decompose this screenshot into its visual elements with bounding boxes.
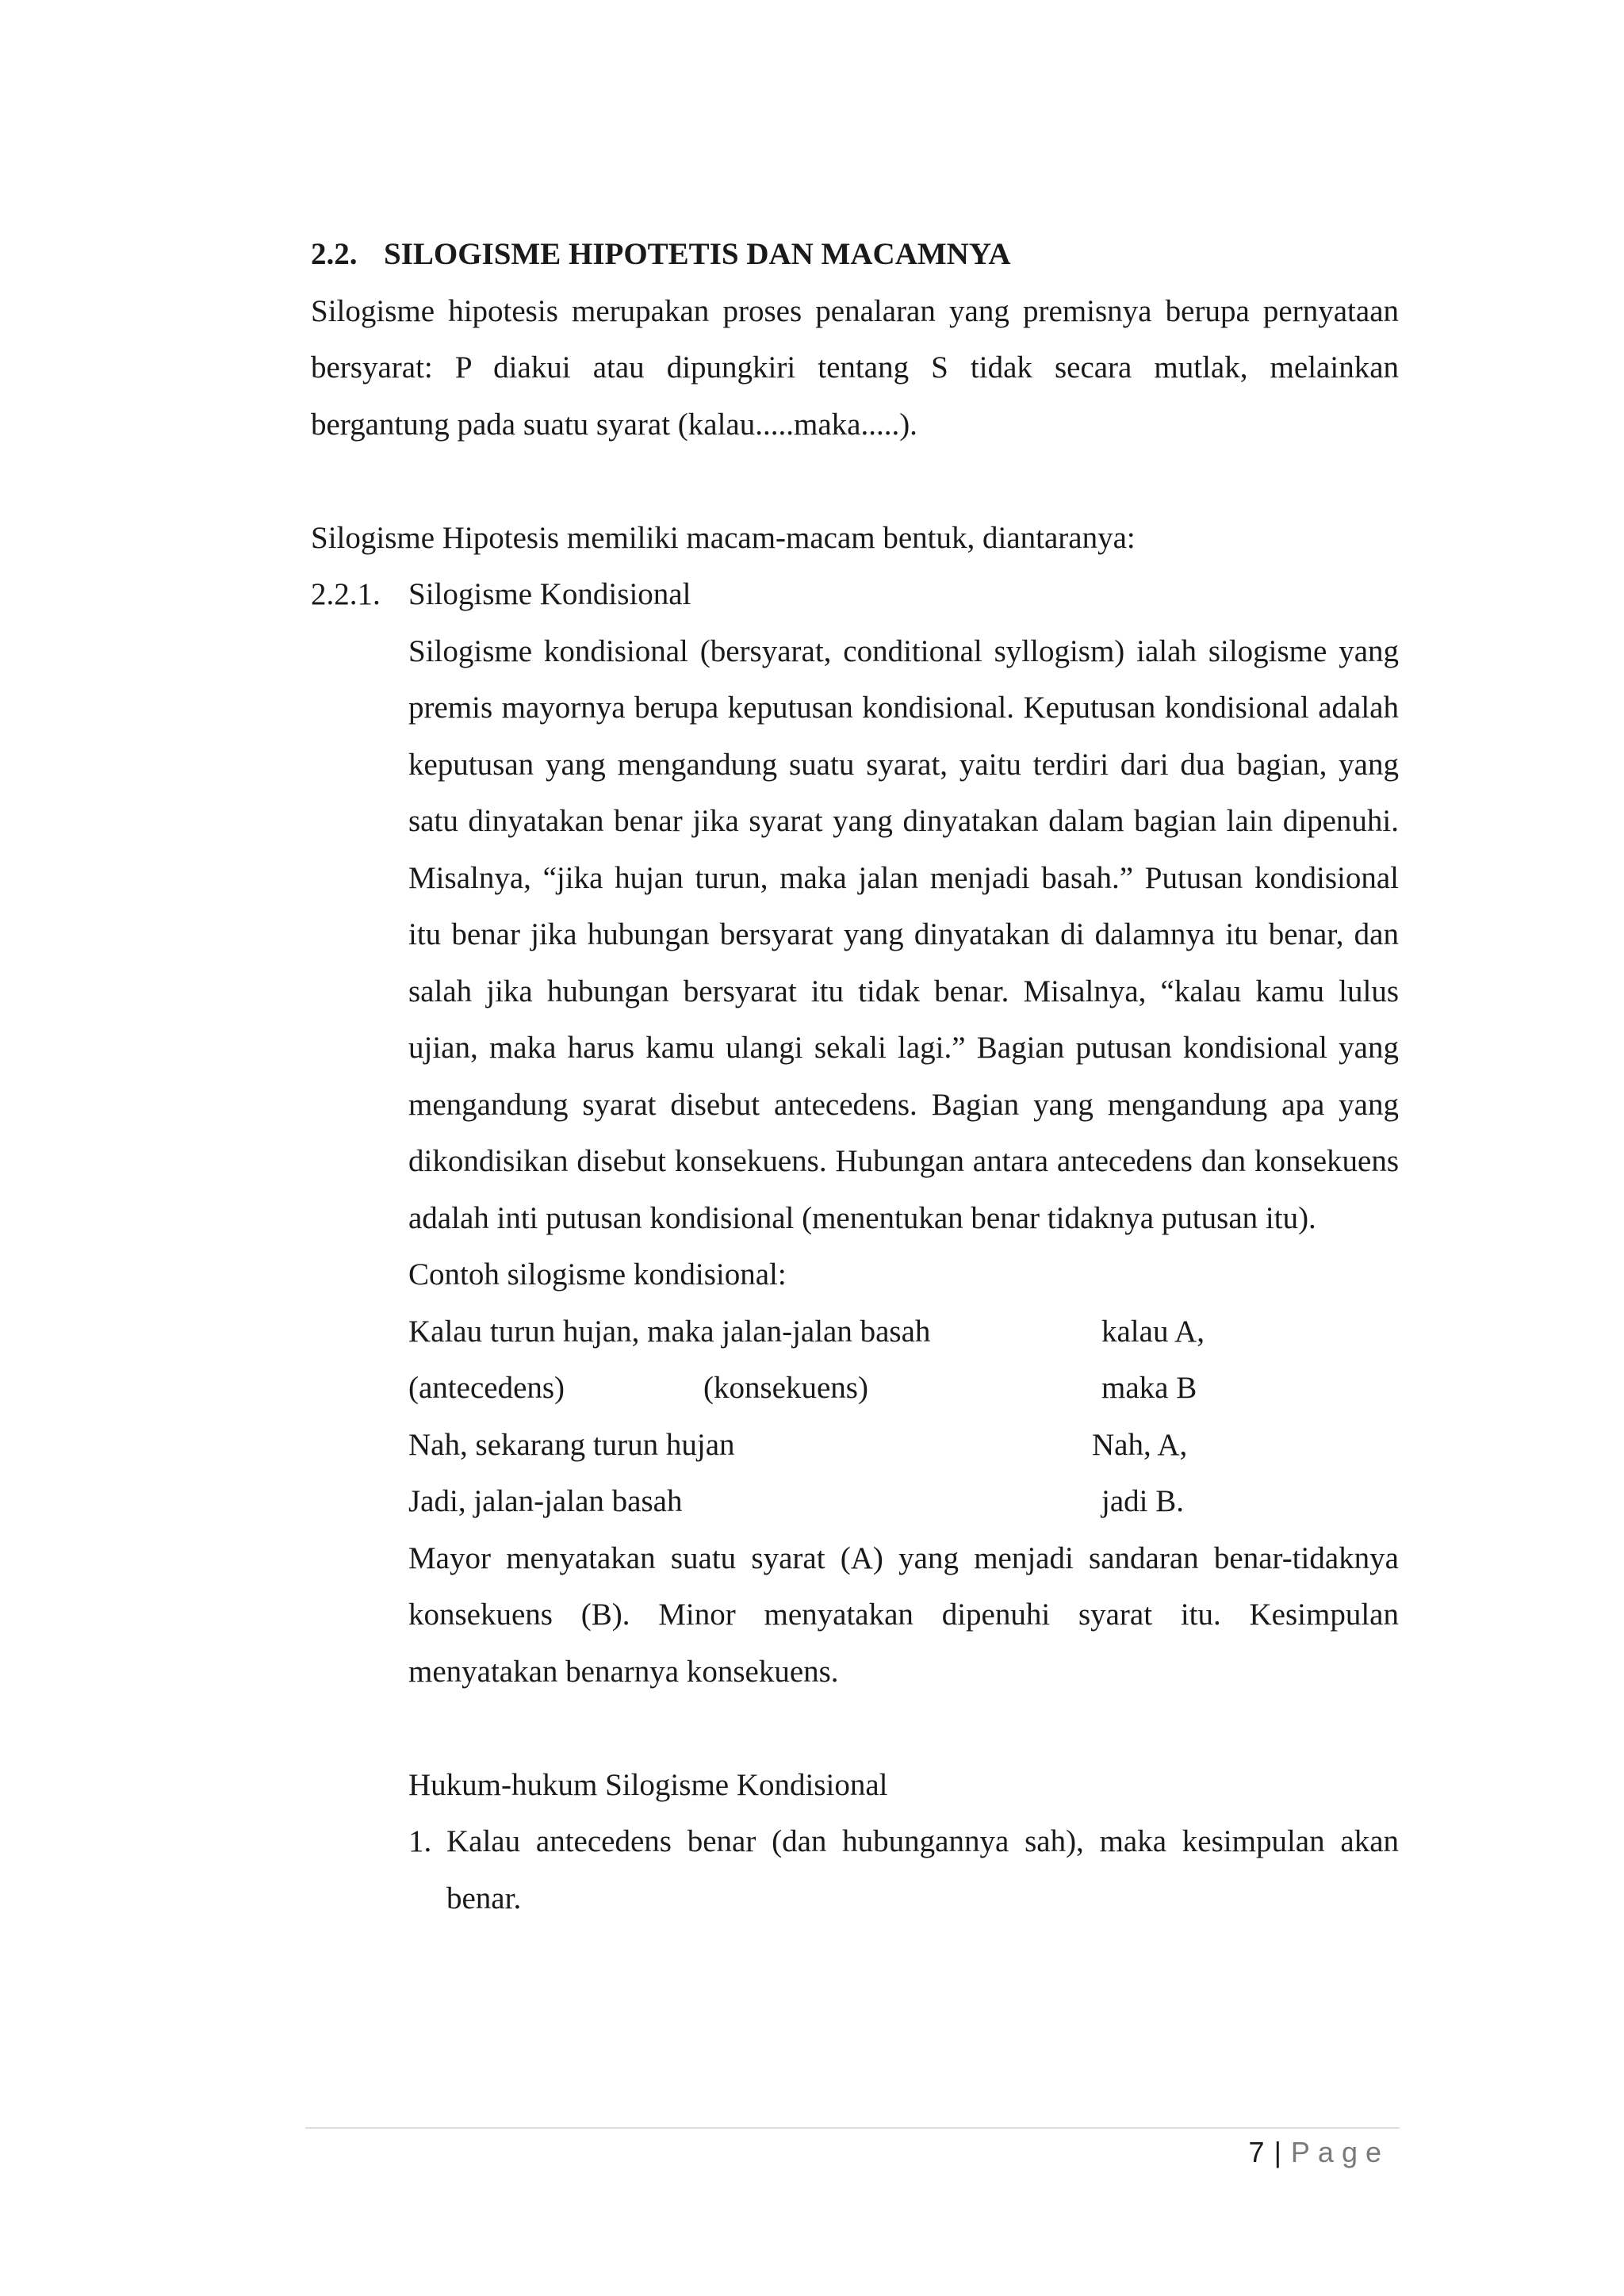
subsection-body: [408, 623, 1399, 1927]
example-major-premise: Kalau turun hujan, maka jalan-jalan basah: [408, 1314, 931, 1349]
law-text: Kalau antecedens benar (dan hubungannya sah), maka kesimpulan akan benar.: [446, 1824, 1399, 1915]
laws-list: [408, 1813, 1399, 1927]
section-title: SILOGISME HIPOTETIS DAN MACAMNYA: [384, 237, 1011, 271]
example-konsekuens-label: (konsekuens): [703, 1371, 868, 1405]
example-conclusion-symbolic: jadi B.: [1101, 1484, 1184, 1518]
example-row-minor: [408, 1417, 1399, 1474]
page-label: Page: [1290, 2136, 1389, 2168]
example-label: Contoh silogisme kondisional:: [408, 1257, 787, 1292]
example-conclusion: Jadi, jalan-jalan basah: [408, 1484, 683, 1518]
example-row-conclusion: [408, 1473, 1399, 1530]
subsection-number: 2.2.1.: [311, 577, 381, 611]
intro-paragraph: Silogisme hipotesis merupakan proses penalaran yang premisnya berupa pernyataan bersyarat: P diakui atau dipungkiri tentang S tidak secara mutlak, melainkan bergantung pada suatu syarat (kalau.....maka.....).: [311, 293, 1399, 442]
laws-title: Hukum-hukum Silogisme Kondisional: [408, 1767, 888, 1802]
list-item: [408, 1813, 1399, 1927]
law-number: 1.: [408, 1824, 432, 1858]
example-labels-symbolic: maka B: [1101, 1371, 1197, 1405]
forms-paragraph: Silogisme Hipotesis memiliki macam-macam bentuk, diantaranya:: [311, 520, 1136, 555]
section-number: 2.2.: [311, 237, 358, 271]
subsection-title: Silogisme Kondisional: [408, 577, 691, 611]
page-number: 7: [1248, 2136, 1265, 2168]
subsection-heading: [311, 566, 1399, 623]
blank-line: [408, 1700, 1399, 1757]
example-major-symbolic: kalau A,: [1101, 1314, 1205, 1349]
explanation-paragraph: Mayor menyatakan suatu syarat (A) yang menjadi sandaran benar-tidaknya konsekuens (B). Minor menyatakan dipenuhi syarat itu. Kesimpulan menyatakan benarnya konsekuens.: [408, 1540, 1399, 1689]
section-heading: [311, 226, 1399, 283]
page-content: [311, 226, 1399, 1927]
footer-separator: |: [1274, 2136, 1281, 2168]
example-minor-symbolic: Nah, A,: [1092, 1427, 1188, 1462]
example-minor-premise: Nah, sekarang turun hujan: [408, 1427, 735, 1462]
footer-divider: [305, 2127, 1400, 2129]
conditional-definition-paragraph: Silogisme kondisional (bersyarat, conditional syllogism) ialah silogisme yang premis mayornya berupa keputusan kondisional. Keputusan kondisional adalah keputusan yang mengandung suatu syarat, yaitu terdiri dari dua bagian, yang satu dinyatakan benar jika syarat yang dinyatakan dalam bagian lain dipenuhi. Misalnya, “jika hujan turun, maka jalan menjadi basah.” Putusan kondisional itu benar jika hubungan bersyarat yang dinyatakan di dalamnya itu benar, dan salah jika hubungan bersyarat itu tidak benar. Misalnya, “kalau kamu lulus ujian, maka harus kamu ulangi sekali lagi.” Bagian putusan kondisional yang mengandung syarat disebut antecedens. Bagian yang mengandung apa yang dikondisikan disebut konsekuens. Hubungan antara antecedens dan konsekuens adalah inti putusan kondisional (menentukan benar tidaknya putusan itu).: [408, 633, 1399, 1235]
example-row-major: [408, 1303, 1399, 1360]
page-footer: [1249, 2133, 1389, 2172]
example-row-labels: [408, 1360, 1399, 1417]
blank-line: [311, 453, 1399, 510]
example-antecedens-label: (antecedens): [408, 1371, 565, 1405]
